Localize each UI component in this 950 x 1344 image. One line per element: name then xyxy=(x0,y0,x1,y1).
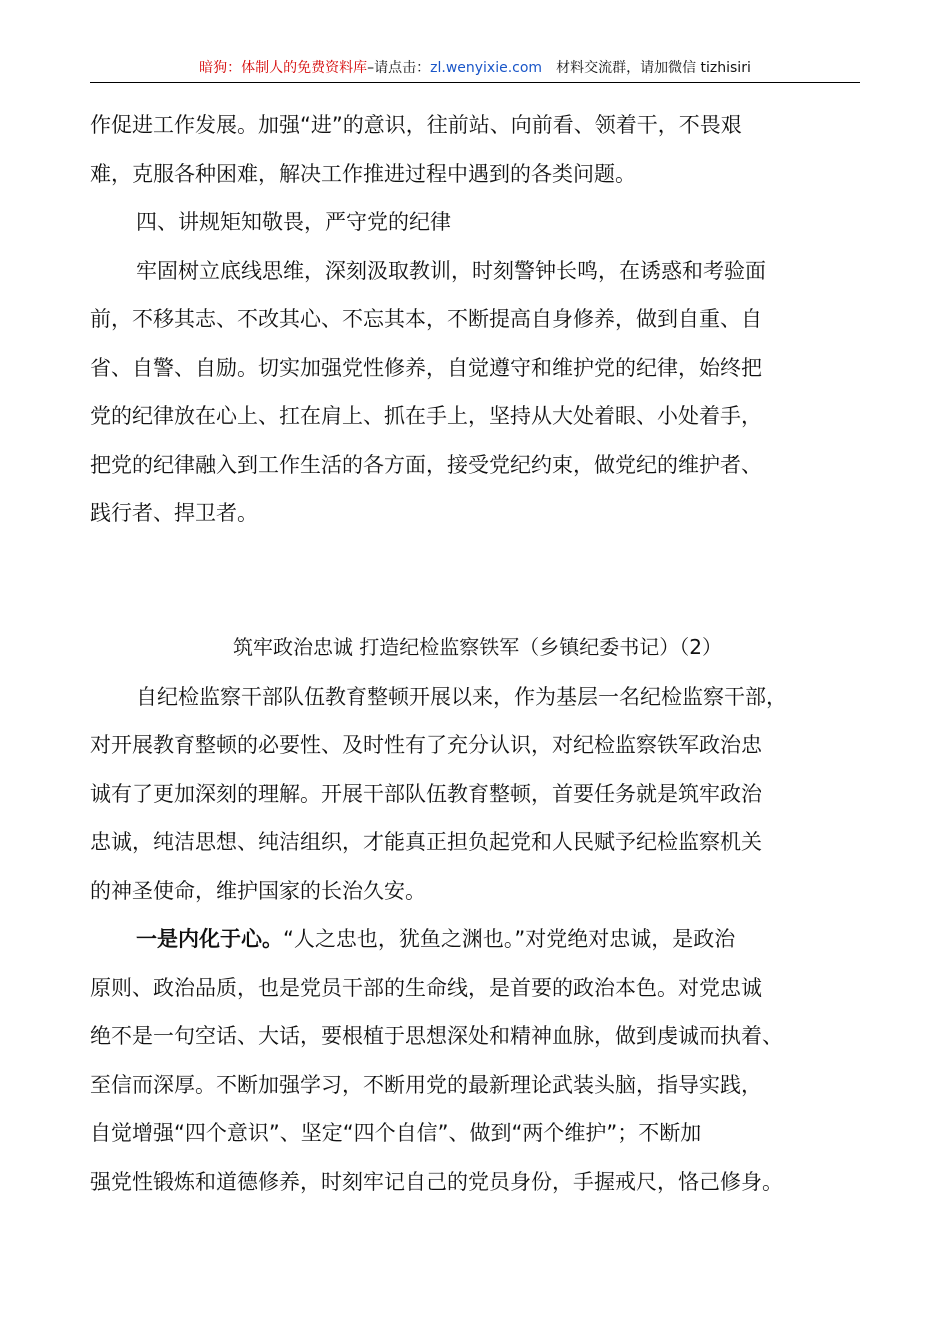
header-prompt: –请点击： xyxy=(367,60,431,76)
point-first-line xyxy=(90,915,865,964)
text-line: 把党的纪律融入到工作生活的各方面，接受党纪约束，做党纪的维护者、 xyxy=(90,452,762,477)
text-line: 前，不移其志、不改其心、不忘其本，不断提高自身修养，做到自重、自 xyxy=(90,307,762,331)
header-url-link[interactable]: zl.wenyixie.com xyxy=(430,60,543,76)
section-heading: 四、讲规矩知敬畏，严守党的纪律 xyxy=(136,210,451,234)
document-body xyxy=(90,101,865,1206)
section-spacer xyxy=(90,538,865,623)
header-site-name: 暗狗：体制人的免费资料库 xyxy=(199,60,368,76)
text-line: 难，克服各种困难，解决工作推进过程中遇到的各类问题。 xyxy=(90,161,636,186)
text-line: 忠诚，纯洁思想、纯洁组织，才能真正担负起党和人民赋予纪检监察机关 xyxy=(90,830,762,854)
text-line: 绝不是一句空话、大话，要根植于思想深处和精神血脉，做到虔诚而执着、 xyxy=(90,1024,783,1048)
text-line: 至信而深厚。不断加强学习，不断用党的最新理论武装头脑，指导实践， xyxy=(90,1072,762,1097)
article-title: 筑牢政治忠诚 打造纪检监察铁军（乡镇纪委书记）（2） xyxy=(232,634,723,659)
text-line: 自纪检监察干部队伍教育整顿开展以来，作为基层一名纪检监察干部， xyxy=(136,684,787,709)
text-line: 自觉增强“四个意识”、坚定“四个自信”、做到“两个维护”；不断加 xyxy=(90,1121,702,1145)
text-line: 党的纪律放在心上、扛在肩上、抓在手上，坚持从大处着眼、小处着手， xyxy=(90,404,762,428)
text-line: 作促进工作发展。加强“进”的意识，往前站、向前看、领着干，不畏艰 xyxy=(90,113,742,137)
text-line: 强党性锻炼和道德修养，时刻牢记自己的党员身份，手握戒尺，恪己修身。 xyxy=(90,1169,783,1194)
text-line: 原则、政治品质，也是党员干部的生命线，是首要的政治本色。对党忠诚 xyxy=(90,975,762,1000)
text-line: 省、自警、自励。切实加强党性修养，自觉遵守和维护党的纪律，始终把 xyxy=(90,355,762,380)
page-header xyxy=(90,58,860,83)
text-line: 诚有了更加深刻的理解。开展干部队伍教育整顿，首要任务就是筑牢政治 xyxy=(90,781,762,806)
text-line: 的神圣使命，维护国家的长治久安。 xyxy=(90,878,426,903)
point-text: “人之忠也，犹鱼之渊也。”对党绝对忠诚，是政治 xyxy=(283,927,736,951)
point-label: 一是内化于心。 xyxy=(136,927,283,951)
text-line: 牢固树立底线思维，深刻汲取教训，时刻警钟长鸣，在诱惑和考验面 xyxy=(136,258,766,283)
text-line: 对开展教育整顿的必要性、及时性有了充分认识，对纪检监察铁军政治忠 xyxy=(90,733,762,757)
text-line: 践行者、捍卫者。 xyxy=(90,501,258,525)
header-contact: 材料交流群，请加微信 tizhisiri xyxy=(556,60,751,76)
